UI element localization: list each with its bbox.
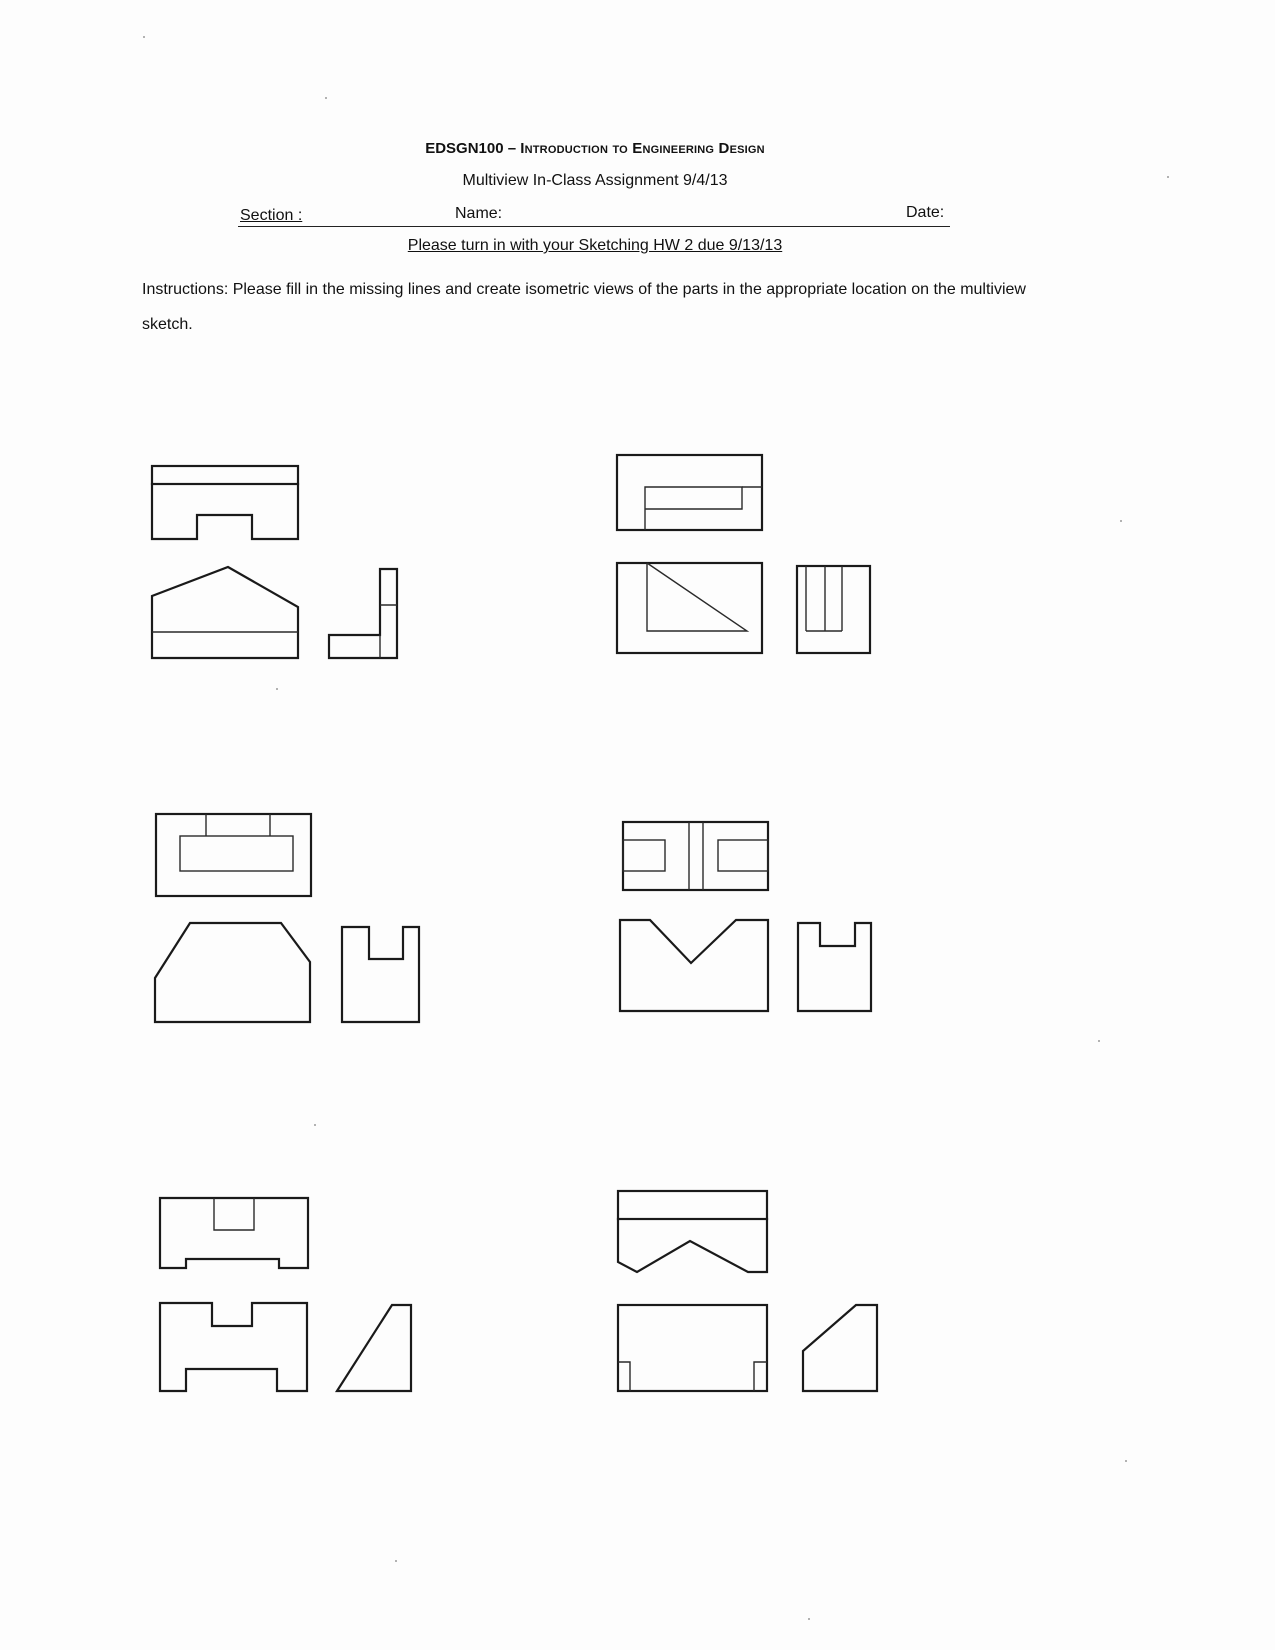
problem-6-front-view[interactable] — [618, 1305, 767, 1391]
scan-speck — [1120, 520, 1122, 522]
problem-3-top-view[interactable] — [156, 814, 311, 896]
problem-3-front-view[interactable] — [155, 923, 310, 1022]
problem-1-right-side-view[interactable] — [329, 569, 397, 658]
date-label: Date: — [906, 204, 945, 221]
problem-5 — [160, 1198, 411, 1391]
scan-speck — [1125, 1460, 1127, 1462]
problem-2-top-view[interactable] — [617, 455, 762, 530]
scan-speck — [325, 97, 327, 99]
course-dash: – — [503, 140, 521, 157]
problem-1-front-view[interactable] — [152, 567, 298, 658]
scan-speck — [1098, 1040, 1100, 1042]
scan-speck — [808, 1618, 810, 1620]
problem-6 — [618, 1191, 877, 1391]
scan-speck — [276, 688, 278, 690]
problem-3 — [155, 814, 419, 1022]
scan-speck — [314, 1124, 316, 1126]
scan-speck — [1167, 176, 1169, 178]
instructions: Instructions: Please fill in the missing lines and create isometric views of the parts in the appropriate location on the multiview sketch. — [142, 281, 1026, 333]
problem-6-right-side-view[interactable] — [803, 1305, 877, 1391]
problem-5-front-view[interactable] — [160, 1303, 307, 1391]
problem-5-top-view[interactable] — [160, 1198, 308, 1268]
course-name: Introduction to Engineering Design — [520, 140, 765, 157]
problem-3-right-side-view[interactable] — [342, 927, 419, 1022]
scan-speck — [395, 1560, 397, 1562]
problem-6-top-view[interactable] — [618, 1191, 767, 1272]
problem-1-top-view[interactable] — [152, 466, 298, 539]
problem-4-front-view[interactable] — [620, 920, 768, 1011]
scan-speck — [143, 36, 145, 38]
problem-2 — [617, 455, 870, 653]
assignment-title: Multiview In-Class Assignment 9/4/13 — [462, 172, 728, 189]
section-label: Section : — [240, 207, 303, 224]
name-label: Name: — [455, 205, 503, 222]
problem-2-right-side-view[interactable] — [797, 566, 870, 653]
problem-4-right-side-view[interactable] — [798, 923, 871, 1011]
problem-4-top-view[interactable] — [623, 822, 768, 890]
course-code: EDSGN100 — [425, 140, 504, 157]
problem-4 — [620, 822, 871, 1011]
problem-1 — [152, 466, 397, 658]
turn-in-note: Please turn in with your Sketching HW 2 due 9/13/13 — [407, 237, 783, 254]
problem-2-front-view[interactable] — [617, 563, 762, 653]
problem-5-right-side-view[interactable] — [337, 1305, 411, 1391]
